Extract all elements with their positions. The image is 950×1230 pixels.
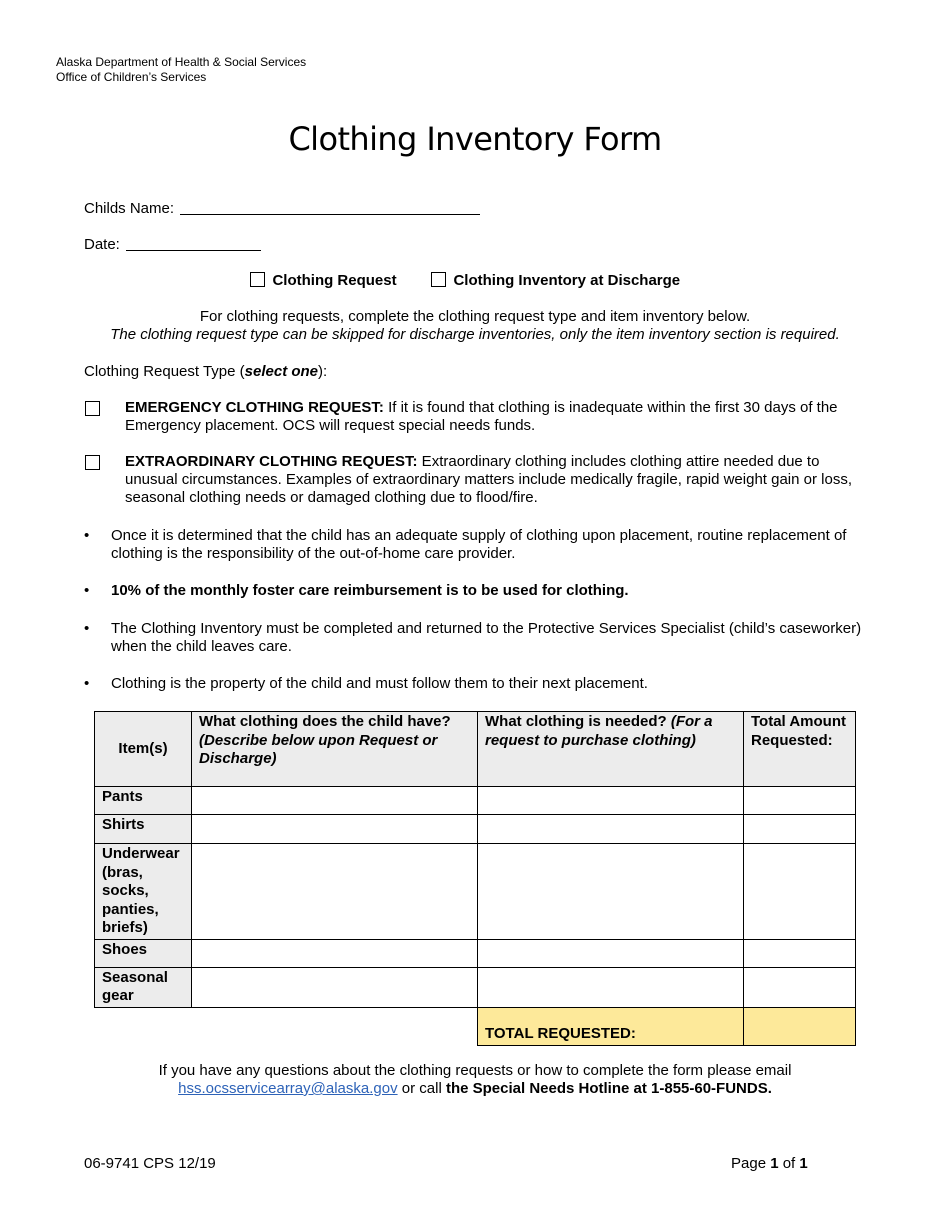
- needed-cell[interactable]: [478, 787, 744, 815]
- agency-header: [56, 55, 306, 84]
- discharge-inventory-label: Clothing Inventory at Discharge: [453, 272, 681, 289]
- header-have-note: (Describe below upon Request or Discharge): [199, 731, 438, 767]
- emergency-request-description: If it is found that clothing is inadequate within the first 30 days of the Emergency placement. OCS will request special needs funds.: [125, 399, 838, 434]
- emergency-request-text: [125, 399, 875, 435]
- bullet-icon: •: [84, 675, 90, 692]
- row-item-underwear: Underwear (bras, socks, panties, briefs): [95, 844, 192, 940]
- header-needed-title: What clothing is needed?: [485, 713, 667, 730]
- amount-cell[interactable]: [744, 844, 856, 940]
- table-row: [95, 939, 856, 967]
- form-number: 06-9741 CPS 12/19: [84, 1155, 216, 1172]
- childs-name-input[interactable]: [180, 199, 480, 215]
- clothing-inventory-table: [94, 711, 856, 1046]
- extraordinary-request-text: [125, 453, 875, 507]
- amount-cell[interactable]: [744, 815, 856, 844]
- row-item-shirts: Shirts: [95, 815, 192, 844]
- request-type-select-one: select one: [244, 363, 319, 380]
- page-title: Clothing Inventory Form: [288, 120, 662, 158]
- date-label: Date:: [84, 236, 120, 253]
- bullet-item: The Clothing Inventory must be completed and returned to the Protective Services Specialist (child’s caseworker) when the child leaves care.: [111, 620, 862, 655]
- row-item-shoes: Shoes: [95, 939, 192, 967]
- have-cell[interactable]: [192, 939, 478, 967]
- request-type-label-prefix: Clothing Request Type (: [84, 363, 245, 380]
- instructions-line-1: For clothing requests, complete the clothing request type and item inventory below.: [199, 308, 751, 325]
- amount-cell[interactable]: [744, 967, 856, 1007]
- department-name: Alaska Department of Health & Social Services: [56, 55, 307, 69]
- request-type-label-suffix: ):: [318, 363, 328, 380]
- bullet-item: Once it is determined that the child has an adequate supply of clothing upon placement, routine replacement of clothing is the responsibility of the out-of-home care provider.: [111, 527, 847, 562]
- amount-cell[interactable]: [744, 939, 856, 967]
- header-have-title: What clothing does the child have?: [199, 713, 451, 730]
- office-name: Office of Children’s Services: [56, 69, 207, 84]
- extraordinary-request-title: EXTRAORDINARY CLOTHING REQUEST:: [125, 453, 418, 470]
- clothing-request-label: Clothing Request: [272, 272, 397, 289]
- amount-cell[interactable]: [744, 787, 856, 815]
- clothing-request-checkbox[interactable]: [250, 272, 265, 287]
- instructions-line-2: The clothing request type can be skipped for discharge inventories, only the item inventory section is required.: [110, 326, 840, 343]
- form-type-discharge: [431, 272, 680, 290]
- page-word: Page: [731, 1155, 771, 1172]
- childs-name-label: Childs Name:: [84, 200, 175, 217]
- bullet-icon: •: [84, 620, 90, 637]
- row-item-pants: Pants: [95, 787, 192, 815]
- bullet-item: Clothing is the property of the child and must follow them to their next placement.: [111, 675, 648, 692]
- have-cell[interactable]: [192, 844, 478, 940]
- bullet-icon: •: [84, 582, 90, 599]
- table-row: [95, 787, 856, 815]
- contact-line-1: If you have any questions about the clothing requests or how to complete the form please email: [158, 1062, 792, 1079]
- header-items: Item(s): [95, 712, 192, 787]
- total-spacer: [192, 1007, 478, 1045]
- header-needed: [478, 712, 744, 787]
- header-have: [192, 712, 478, 787]
- contact-or-call: or call: [397, 1080, 446, 1097]
- table-row: [95, 815, 856, 844]
- header-needed-note: (For a request to purchase clothing): [485, 713, 713, 749]
- have-cell[interactable]: [192, 967, 478, 1007]
- table-row: [95, 967, 856, 1007]
- bullet-icon: •: [84, 527, 90, 544]
- emergency-request-title: EMERGENCY CLOTHING REQUEST:: [125, 399, 384, 416]
- needed-cell[interactable]: [478, 844, 744, 940]
- childs-name-row: [84, 199, 480, 217]
- date-input[interactable]: [126, 235, 261, 251]
- page-number: [731, 1155, 808, 1172]
- discharge-inventory-checkbox[interactable]: [431, 272, 446, 287]
- total-row: [95, 1007, 856, 1045]
- extraordinary-request-description: Extraordinary clothing includes clothing attire needed due to unusual circumstances. Examples of extraordinary matters include medically fragile, rapid weight gain or loss, seasonal clothing needs or damaged clothing due to flood/fire.: [125, 453, 852, 506]
- needed-cell[interactable]: [478, 939, 744, 967]
- hotline-text: the Special Needs Hotline at 1-855-60-FUNDS.: [445, 1080, 772, 1097]
- page-of: of: [778, 1155, 800, 1172]
- page-current: 1: [770, 1155, 779, 1172]
- total-requested-value[interactable]: [744, 1007, 856, 1045]
- date-row: [84, 235, 261, 253]
- table-row: [95, 844, 856, 940]
- table-header-row: [95, 712, 856, 787]
- row-item-seasonal-gear: Seasonal gear: [95, 967, 192, 1007]
- have-cell[interactable]: [192, 787, 478, 815]
- emergency-request-checkbox[interactable]: [85, 401, 100, 416]
- total-requested-label: TOTAL REQUESTED:: [478, 1007, 744, 1045]
- page-total: 1: [799, 1155, 808, 1172]
- form-type-clothing-request: [250, 272, 397, 290]
- bullet-item: 10% of the monthly foster care reimbursement is to be used for clothing.: [111, 582, 629, 599]
- needed-cell[interactable]: [478, 815, 744, 844]
- contact-email-link[interactable]: hss.ocsservicearray@alaska.gov: [178, 1080, 398, 1097]
- header-amount: Total Amount Requested:: [744, 712, 856, 787]
- total-spacer: [95, 1007, 192, 1045]
- contact-line-2: [0, 1080, 950, 1098]
- extraordinary-request-checkbox[interactable]: [85, 455, 100, 470]
- request-type-label: [84, 363, 327, 381]
- have-cell[interactable]: [192, 815, 478, 844]
- needed-cell[interactable]: [478, 967, 744, 1007]
